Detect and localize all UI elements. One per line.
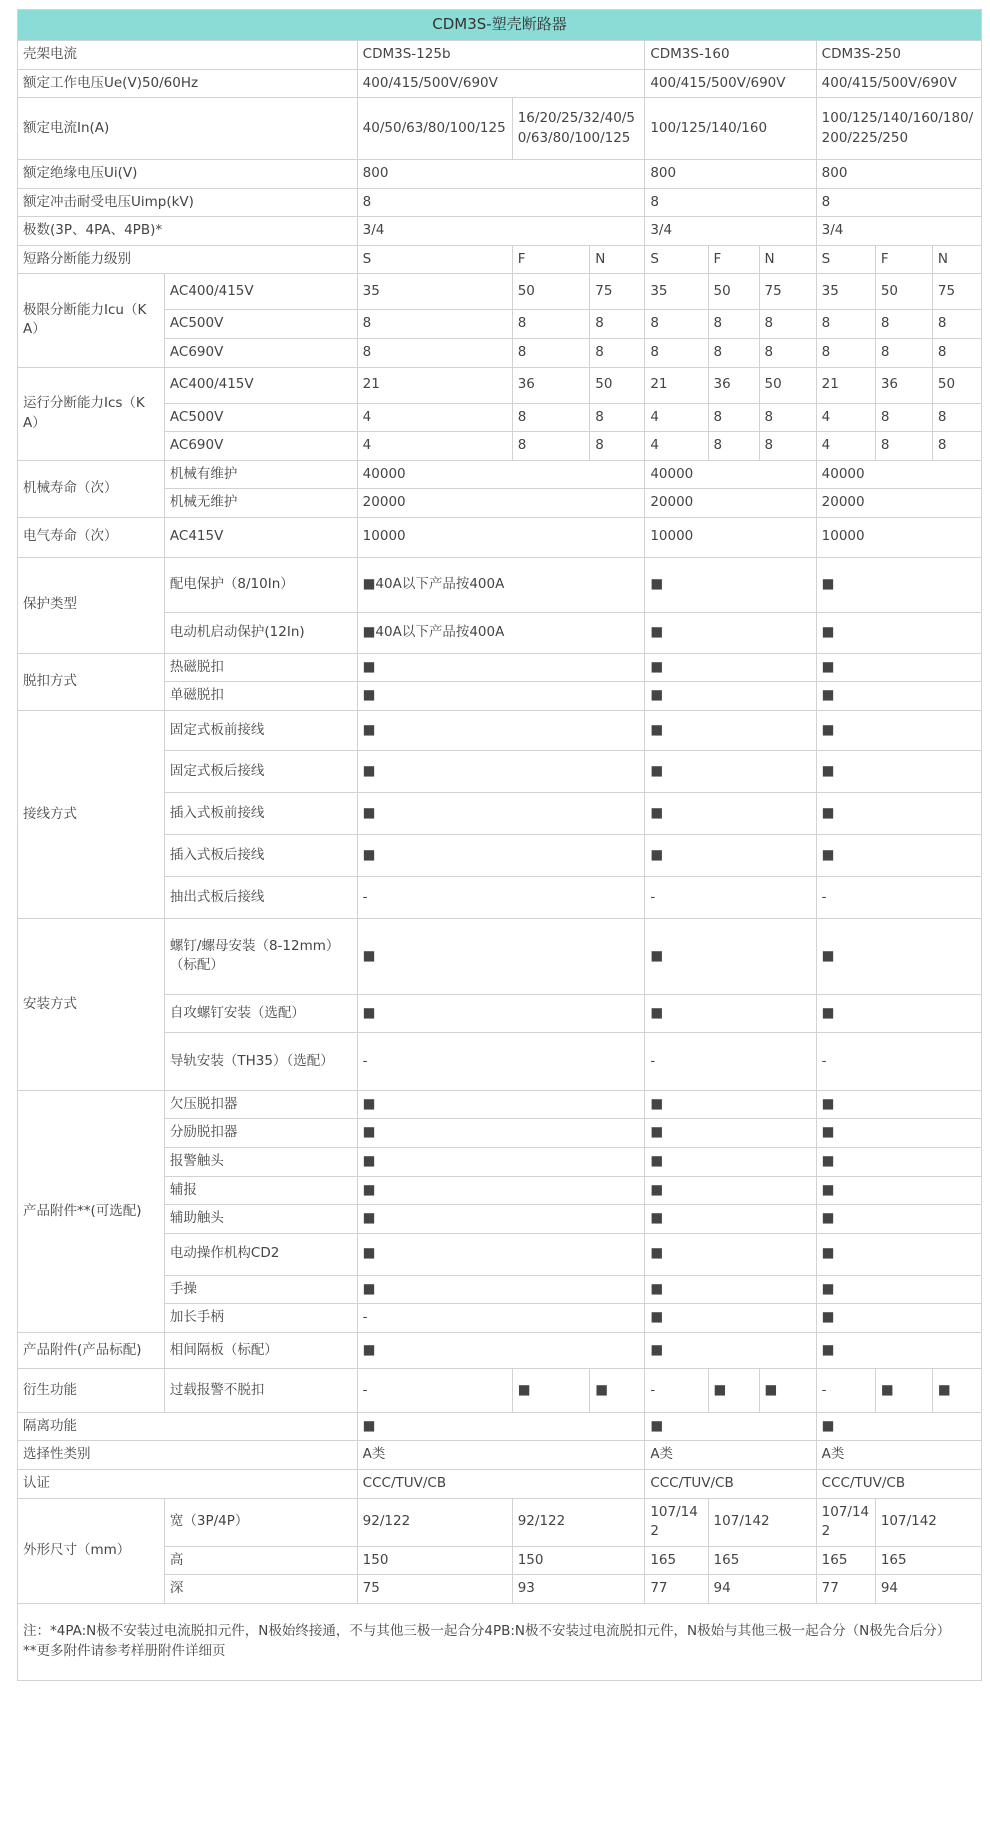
isolation-125b: ■ — [357, 1412, 645, 1441]
isolation-label: 隔离功能 — [18, 1412, 358, 1441]
current-125b-a: 40/50/63/80/100/125 — [357, 98, 512, 160]
dim-125b-3p: 92/122 — [357, 1498, 512, 1546]
protection-sub: 电动机启动保护(12In) — [164, 612, 357, 653]
ics-value: 8 — [932, 432, 981, 461]
ics-value: 36 — [708, 367, 759, 403]
ics-value: 36 — [875, 367, 932, 403]
icu-value: 8 — [759, 310, 816, 339]
derived-row — [18, 1368, 982, 1412]
derived-value: ■ — [875, 1368, 932, 1412]
ics-value: 4 — [816, 403, 875, 432]
derived-sub: 过载报警不脱扣 — [164, 1368, 357, 1412]
icu-value: 8 — [645, 338, 708, 367]
protection-125b: ■40A以下产品按400A — [357, 612, 645, 653]
elec-life-label: 电气寿命（次） — [18, 517, 165, 557]
poles-row — [18, 217, 982, 246]
ics-voltage-label: AC690V — [164, 432, 357, 461]
ics-value: 8 — [512, 432, 590, 461]
accessory-125b: ■ — [357, 1176, 645, 1205]
ics-voltage-label: AC400/415V — [164, 367, 357, 403]
trip-160: ■ — [645, 682, 816, 711]
accessory-125b: ■ — [357, 1233, 645, 1275]
trip-125b: ■ — [357, 682, 645, 711]
breaking-level-value: N — [590, 245, 645, 274]
icu-value: 8 — [816, 338, 875, 367]
accessory-125b: ■ — [357, 1205, 645, 1234]
certification-row — [18, 1469, 982, 1498]
icu-value: 35 — [357, 274, 512, 310]
mech-life-125b: 20000 — [357, 489, 645, 518]
accessory-250: ■ — [816, 1304, 981, 1333]
trip-125b: ■ — [357, 653, 645, 682]
icu-value: 50 — [512, 274, 590, 310]
selectivity-160: A类 — [645, 1441, 816, 1470]
derived-value: ■ — [932, 1368, 981, 1412]
icu-value: 75 — [590, 274, 645, 310]
wiring-sub: 插入式板后接线 — [164, 834, 357, 876]
frame-current-label: 壳架电流 — [18, 41, 358, 70]
dim-250-4p: 107/142 — [875, 1498, 981, 1546]
ics-value: 36 — [512, 367, 590, 403]
mounting-250: ■ — [816, 994, 981, 1032]
accessory-125b: ■ — [357, 1090, 645, 1119]
mounting-160: ■ — [645, 918, 816, 994]
certification-125b: CCC/TUV/CB — [357, 1469, 645, 1498]
dim-125b-4p: 93 — [512, 1575, 645, 1604]
dim-250-3p: 165 — [816, 1546, 875, 1575]
mounting-sub: 导轨安装（TH35）（选配） — [164, 1032, 357, 1090]
ics-value: 4 — [645, 403, 708, 432]
accessory-125b: ■ — [357, 1148, 645, 1177]
accessory-160: ■ — [645, 1233, 816, 1275]
dim-250-3p: 77 — [816, 1575, 875, 1604]
icu-value: 8 — [708, 338, 759, 367]
model-125b: CDM3S-125b — [357, 41, 645, 70]
current-label: 额定电流In(A) — [18, 98, 358, 160]
breaking-level-value: F — [708, 245, 759, 274]
accessory-sub: 电动操作机构CD2 — [164, 1233, 357, 1275]
ics-label: 运行分断能力Ics（KA） — [18, 367, 165, 460]
derived-value: ■ — [708, 1368, 759, 1412]
dim-125b-3p: 75 — [357, 1575, 512, 1604]
ics-value: 50 — [932, 367, 981, 403]
breaking-level-label: 短路分断能力级别 — [18, 245, 358, 274]
accessory-sub: 欠压脱扣器 — [164, 1090, 357, 1119]
icu-value: 8 — [357, 338, 512, 367]
breaking-level-value: F — [875, 245, 932, 274]
breaking-level-value: N — [932, 245, 981, 274]
accessory-160: ■ — [645, 1119, 816, 1148]
insulation-160: 800 — [645, 160, 816, 189]
impulse-125b: 8 — [357, 188, 645, 217]
ics-value: 8 — [759, 432, 816, 461]
insulation-row — [18, 160, 982, 189]
icu-voltage-label: AC500V — [164, 310, 357, 339]
elec-life-sub: AC415V — [164, 517, 357, 557]
trip-row — [18, 653, 982, 682]
icu-value: 35 — [816, 274, 875, 310]
impulse-row — [18, 188, 982, 217]
protection-160: ■ — [645, 612, 816, 653]
poles-250: 3/4 — [816, 217, 981, 246]
accessory-sub: 加长手柄 — [164, 1304, 357, 1333]
accessory-125b: ■ — [357, 1119, 645, 1148]
derived-value: ■ — [512, 1368, 590, 1412]
mech-life-250: 40000 — [816, 460, 981, 489]
accessory-sub: 辅报 — [164, 1176, 357, 1205]
accessory-125b: ■ — [357, 1275, 645, 1304]
dimension-sub: 高 — [164, 1546, 357, 1575]
accessory-sub: 报警触头 — [164, 1148, 357, 1177]
mech-life-sub: 机械有维护 — [164, 460, 357, 489]
std-accessory-row — [18, 1332, 982, 1368]
trip-label: 脱扣方式 — [18, 653, 165, 710]
dim-125b-4p: 92/122 — [512, 1498, 645, 1546]
wiring-250: ■ — [816, 710, 981, 750]
icu-value: 8 — [357, 310, 512, 339]
model-250: CDM3S-250 — [816, 41, 981, 70]
voltage-160: 400/415/500V/690V — [645, 69, 816, 98]
protection-250: ■ — [816, 557, 981, 612]
icu-value: 8 — [759, 338, 816, 367]
ics-value: 8 — [875, 432, 932, 461]
icu-value: 8 — [816, 310, 875, 339]
dimension-row — [18, 1498, 982, 1546]
accessory-250: ■ — [816, 1148, 981, 1177]
accessory-row — [18, 1090, 982, 1119]
wiring-sub: 固定式板后接线 — [164, 750, 357, 792]
accessory-125b: - — [357, 1304, 645, 1333]
dimension-sub: 宽（3P/4P） — [164, 1498, 357, 1546]
icu-label: 极限分断能力Icu（KA） — [18, 274, 165, 367]
ics-value: 4 — [357, 432, 512, 461]
breaking-level-value: S — [357, 245, 512, 274]
mounting-sub: 螺钉/螺母安装（8-12mm）（标配） — [164, 918, 357, 994]
trip-250: ■ — [816, 653, 981, 682]
mech-life-250: 20000 — [816, 489, 981, 518]
wiring-160: - — [645, 876, 816, 918]
icu-voltage-label: AC400/415V — [164, 274, 357, 310]
mounting-125b: ■ — [357, 994, 645, 1032]
icu-value: 8 — [932, 338, 981, 367]
insulation-250: 800 — [816, 160, 981, 189]
mech-life-160: 40000 — [645, 460, 816, 489]
std-accessory-250: ■ — [816, 1332, 981, 1368]
dim-125b-4p: 150 — [512, 1546, 645, 1575]
ics-value: 21 — [816, 367, 875, 403]
ics-value: 50 — [759, 367, 816, 403]
dim-250-3p: 107/142 — [816, 1498, 875, 1546]
accessory-sub: 辅助触头 — [164, 1205, 357, 1234]
wiring-sub: 固定式板前接线 — [164, 710, 357, 750]
spec-table — [17, 9, 982, 1681]
mounting-row — [18, 918, 982, 994]
mounting-160: - — [645, 1032, 816, 1090]
elec-life-250: 10000 — [816, 517, 981, 557]
wiring-250: ■ — [816, 792, 981, 834]
ics-value: 8 — [875, 403, 932, 432]
derived-value: - — [357, 1368, 512, 1412]
icu-row — [18, 274, 982, 310]
protection-row — [18, 557, 982, 612]
selectivity-row — [18, 1441, 982, 1470]
ics-value: 8 — [512, 403, 590, 432]
ics-value: 8 — [590, 432, 645, 461]
note-line-1: 注：*4PA:N极不安装过电流脱扣元件，N极始终接通，不与其他三极一起合分4PB:N极不安装过电流脱扣元件，N极始与其他三极一起合分（N极先合后分） — [23, 1623, 951, 1640]
accessory-250: ■ — [816, 1090, 981, 1119]
isolation-250: ■ — [816, 1412, 981, 1441]
wiring-250: ■ — [816, 834, 981, 876]
accessory-250: ■ — [816, 1233, 981, 1275]
accessory-250: ■ — [816, 1275, 981, 1304]
icu-value: 8 — [645, 310, 708, 339]
certification-label: 认证 — [18, 1469, 358, 1498]
ics-value: 4 — [357, 403, 512, 432]
dim-160-4p: 94 — [708, 1575, 816, 1604]
icu-value: 75 — [932, 274, 981, 310]
notes-row — [18, 1603, 982, 1680]
icu-value: 8 — [708, 310, 759, 339]
mounting-125b: ■ — [357, 918, 645, 994]
dimensions-label: 外形尺寸（mm） — [18, 1498, 165, 1603]
breaking-level-value: F — [512, 245, 590, 274]
accessory-250: ■ — [816, 1205, 981, 1234]
icu-value: 8 — [932, 310, 981, 339]
std-accessory-sub: 相间隔板（标配） — [164, 1332, 357, 1368]
ics-row — [18, 367, 982, 403]
dimension-sub: 深 — [164, 1575, 357, 1604]
note-line-2: **更多附件请参考样册附件详细页 — [23, 1642, 226, 1659]
wiring-label: 接线方式 — [18, 710, 165, 918]
isolation-160: ■ — [645, 1412, 816, 1441]
dim-250-4p: 165 — [875, 1546, 981, 1575]
elec-life-160: 10000 — [645, 517, 816, 557]
wiring-160: ■ — [645, 710, 816, 750]
protection-sub: 配电保护（8/10In） — [164, 557, 357, 612]
wiring-250: - — [816, 876, 981, 918]
accessories-label: 产品附件**(可选配) — [18, 1090, 165, 1332]
title-row — [18, 10, 982, 41]
icu-value: 50 — [708, 274, 759, 310]
accessory-250: ■ — [816, 1176, 981, 1205]
mech-life-label: 机械寿命（次） — [18, 460, 165, 517]
trip-sub: 热磁脱扣 — [164, 653, 357, 682]
dim-160-4p: 165 — [708, 1546, 816, 1575]
icu-value: 50 — [875, 274, 932, 310]
breaking-level-value: N — [759, 245, 816, 274]
mech-life-125b: 40000 — [357, 460, 645, 489]
elec-life-125b: 10000 — [357, 517, 645, 557]
dim-160-4p: 107/142 — [708, 1498, 816, 1546]
derived-value: - — [816, 1368, 875, 1412]
voltage-row — [18, 69, 982, 98]
impulse-160: 8 — [645, 188, 816, 217]
accessory-sub: 手操 — [164, 1275, 357, 1304]
model-160: CDM3S-160 — [645, 41, 816, 70]
icu-value: 8 — [875, 310, 932, 339]
ics-value: 21 — [645, 367, 708, 403]
voltage-250: 400/415/500V/690V — [816, 69, 981, 98]
wiring-125b: ■ — [357, 710, 645, 750]
wiring-160: ■ — [645, 834, 816, 876]
impulse-250: 8 — [816, 188, 981, 217]
ics-value: 8 — [590, 403, 645, 432]
current-row — [18, 98, 982, 160]
accessory-250: ■ — [816, 1119, 981, 1148]
accessory-160: ■ — [645, 1304, 816, 1333]
icu-value: 8 — [512, 310, 590, 339]
wiring-sub: 插入式板前接线 — [164, 792, 357, 834]
dim-160-3p: 77 — [645, 1575, 708, 1604]
derived-value: - — [645, 1368, 708, 1412]
certification-160: CCC/TUV/CB — [645, 1469, 816, 1498]
accessory-160: ■ — [645, 1275, 816, 1304]
ics-value: 8 — [759, 403, 816, 432]
std-accessory-label: 产品附件(产品标配) — [18, 1332, 165, 1368]
wiring-125b: ■ — [357, 750, 645, 792]
wiring-160: ■ — [645, 792, 816, 834]
accessory-160: ■ — [645, 1176, 816, 1205]
trip-250: ■ — [816, 682, 981, 711]
trip-sub: 单磁脱扣 — [164, 682, 357, 711]
std-accessory-160: ■ — [645, 1332, 816, 1368]
icu-value: 8 — [590, 310, 645, 339]
accessory-160: ■ — [645, 1205, 816, 1234]
mech-life-160: 20000 — [645, 489, 816, 518]
accessory-160: ■ — [645, 1090, 816, 1119]
mounting-250: - — [816, 1032, 981, 1090]
poles-label: 极数(3P、4PA、4PB)* — [18, 217, 358, 246]
elec-life-row — [18, 517, 982, 557]
voltage-label: 额定工作电压Ue(V)50/60Hz — [18, 69, 358, 98]
current-250: 100/125/140/160/180/200/225/250 — [816, 98, 981, 160]
selectivity-label: 选择性类别 — [18, 1441, 358, 1470]
accessory-160: ■ — [645, 1148, 816, 1177]
insulation-label: 额定绝缘电压Ui(V) — [18, 160, 358, 189]
derived-value: ■ — [759, 1368, 816, 1412]
table-title: CDM3S-塑壳断路器 — [18, 10, 982, 41]
wiring-row — [18, 710, 982, 750]
ics-value: 8 — [932, 403, 981, 432]
ics-value: 4 — [816, 432, 875, 461]
protection-125b: ■40A以下产品按400A — [357, 557, 645, 612]
icu-voltage-label: AC690V — [164, 338, 357, 367]
dim-160-3p: 107/142 — [645, 1498, 708, 1546]
mounting-label: 安装方式 — [18, 918, 165, 1090]
insulation-125b: 800 — [357, 160, 645, 189]
wiring-250: ■ — [816, 750, 981, 792]
current-125b-b: 16/20/25/32/40/50/63/80/100/125 — [512, 98, 645, 160]
impulse-label: 额定冲击耐受电压Uimp(kV) — [18, 188, 358, 217]
mech-life-sub: 机械无维护 — [164, 489, 357, 518]
wiring-160: ■ — [645, 750, 816, 792]
icu-value: 75 — [759, 274, 816, 310]
icu-value: 8 — [512, 338, 590, 367]
model-header-row — [18, 41, 982, 70]
icu-value: 35 — [645, 274, 708, 310]
wiring-125b: ■ — [357, 792, 645, 834]
protection-250: ■ — [816, 612, 981, 653]
dim-160-3p: 165 — [645, 1546, 708, 1575]
voltage-125b: 400/415/500V/690V — [357, 69, 645, 98]
breaking-level-value: S — [645, 245, 708, 274]
wiring-sub: 抽出式板后接线 — [164, 876, 357, 918]
ics-value: 21 — [357, 367, 512, 403]
icu-value: 8 — [590, 338, 645, 367]
breaking-level-value: S — [816, 245, 875, 274]
poles-125b: 3/4 — [357, 217, 645, 246]
mounting-250: ■ — [816, 918, 981, 994]
dim-250-4p: 94 — [875, 1575, 981, 1604]
current-160: 100/125/140/160 — [645, 98, 816, 160]
breaking-level-row — [18, 245, 982, 274]
ics-value: 50 — [590, 367, 645, 403]
spec-table-container — [17, 9, 982, 1681]
icu-value: 8 — [875, 338, 932, 367]
mounting-160: ■ — [645, 994, 816, 1032]
wiring-125b: ■ — [357, 834, 645, 876]
poles-160: 3/4 — [645, 217, 816, 246]
std-accessory-125b: ■ — [357, 1332, 645, 1368]
ics-value: 4 — [645, 432, 708, 461]
protection-label: 保护类型 — [18, 557, 165, 653]
wiring-125b: - — [357, 876, 645, 918]
ics-value: 8 — [708, 403, 759, 432]
ics-voltage-label: AC500V — [164, 403, 357, 432]
protection-160: ■ — [645, 557, 816, 612]
accessory-sub: 分励脱扣器 — [164, 1119, 357, 1148]
derived-value: ■ — [590, 1368, 645, 1412]
mounting-125b: - — [357, 1032, 645, 1090]
dim-125b-3p: 150 — [357, 1546, 512, 1575]
ics-value: 8 — [708, 432, 759, 461]
selectivity-250: A类 — [816, 1441, 981, 1470]
mounting-sub: 自攻螺钉安装（选配） — [164, 994, 357, 1032]
isolation-row — [18, 1412, 982, 1441]
mech-life-row — [18, 460, 982, 489]
trip-160: ■ — [645, 653, 816, 682]
notes-cell — [18, 1603, 982, 1680]
certification-250: CCC/TUV/CB — [816, 1469, 981, 1498]
selectivity-125b: A类 — [357, 1441, 645, 1470]
derived-label: 衍生功能 — [18, 1368, 165, 1412]
